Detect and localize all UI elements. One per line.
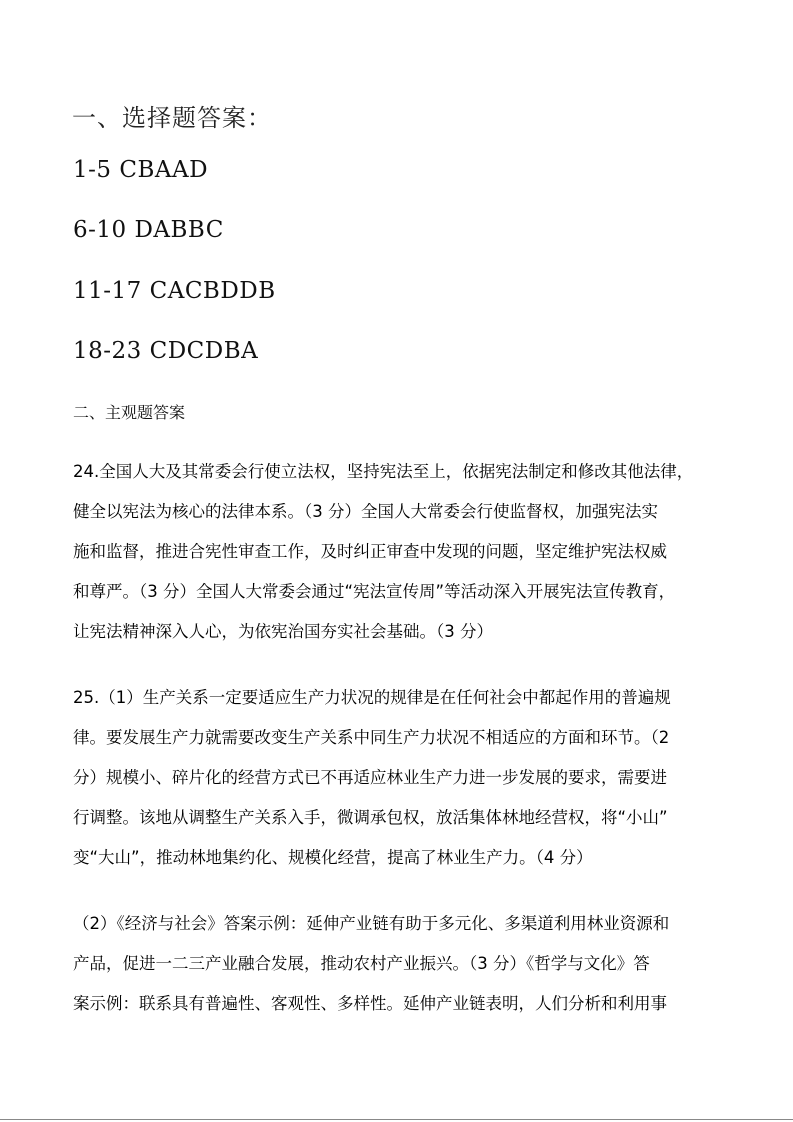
text-line: 25.（1）生产关系一定要适应生产力状况的规律是在任何社会中都起作用的普遍规 xyxy=(73,688,671,707)
question-25-part-1-answer xyxy=(73,686,723,886)
text-line: 24.全国人大及其常委会行使立法权，坚持宪法至上，依据宪法制定和修改其他法律， xyxy=(73,462,694,481)
text-line: 施和监督，推进合宪性审查工作，及时纠正审查中发现的问题，坚定维护宪法权威 xyxy=(73,542,667,561)
text-line: 产品，促进一二三产业融合发展，推动农村产业振兴。（3 分）《哲学与文化》答 xyxy=(73,954,650,973)
multiple-choice-heading: 一、选择题答案： xyxy=(72,104,272,132)
page-bottom-divider xyxy=(0,1119,793,1120)
text-line: 分）规模小、碎片化的经营方式已不再适应林业生产力进一步发展的要求，需要进 xyxy=(73,768,667,787)
choice-answers-6-10: 6-10 DABBC xyxy=(73,217,224,243)
text-line: 律。要发展生产力就需要改变生产关系中同生产力状况不相适应的方面和环节。（2 xyxy=(73,728,670,747)
choice-answers-11-17: 11-17 CACBDDB xyxy=(73,278,276,304)
text-line: 案示例：联系具有普遍性、客观性、多样性。延伸产业链表明，人们分析和利用事 xyxy=(73,994,667,1013)
question-24-answer xyxy=(73,460,723,660)
text-line: 健全以宪法为核心的法律本系。（3 分）全国人大常委会行使监督权，加强宪法实 xyxy=(73,502,658,521)
choice-answers-1-5: 1-5 CBAAD xyxy=(73,157,209,183)
choice-answers-18-23: 18-23 CDCDBA xyxy=(73,338,259,364)
text-line: 让宪法精神深入人心，为依宪治国夯实社会基础。（3 分） xyxy=(73,622,493,641)
text-line: 变“大山”，推动林地集约化、规模化经营，提高了林业生产力。（4 分） xyxy=(73,848,593,867)
text-line: 和尊严。（3 分）全国人大常委会通过“宪法宣传周”等活动深入开展宪法宣传教育， xyxy=(73,582,676,601)
text-line: 行调整。该地从调整生产关系入手，微调承包权，放活集体林地经营权，将“小山” xyxy=(73,808,668,827)
text-line: （2）《经济与社会》答案示例：延伸产业链有助于多元化、多渠道利用林业资源和 xyxy=(73,914,670,933)
subjective-heading: 二、主观题答案 xyxy=(73,403,186,422)
question-25-part-2-answer xyxy=(73,912,723,1032)
